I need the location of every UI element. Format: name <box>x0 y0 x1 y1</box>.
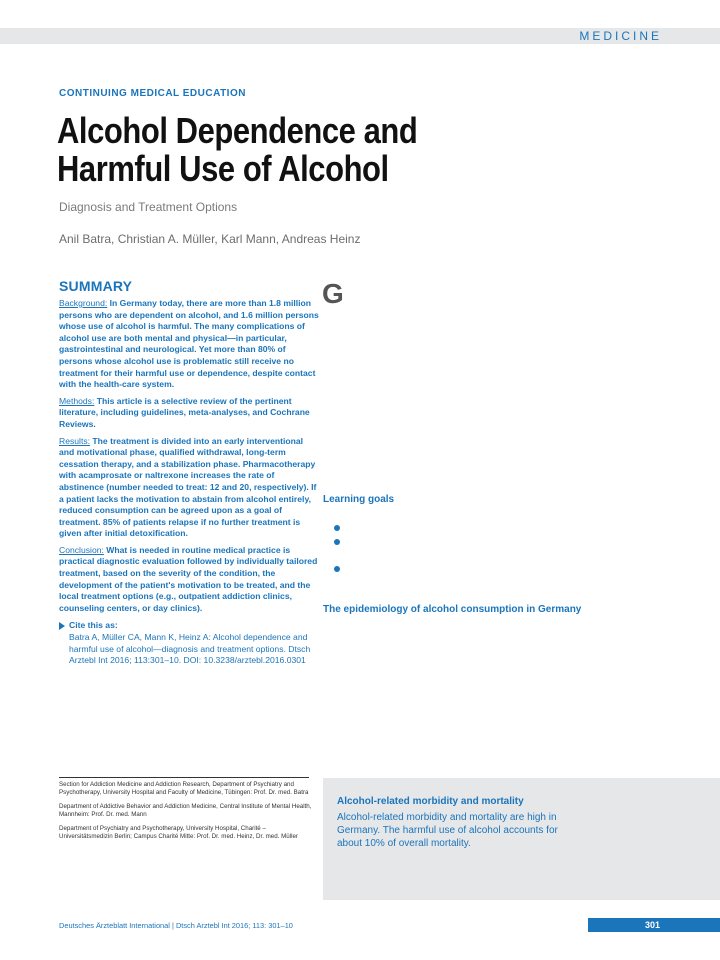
summary-background <box>59 298 319 391</box>
article-kicker: CONTINUING MEDICAL EDUCATION <box>59 88 246 99</box>
sidebox-heading: Alcohol-related morbidity and mortality <box>337 796 524 807</box>
summary-conclusion <box>59 545 319 615</box>
background-text: In Germany today, there are more than 1.8 million persons who are dependent on alcohol, and 1.6 million persons whose use of alcohol is harmful. The many complications of alcohol use are both mental and physical—in particular, gastrointestinal and neurological. Yet more than 80% of persons whose alcohol use is problematic still receive no treatment for their harmful use or dependence, despite contact with the health-care system. <box>59 298 319 390</box>
conclusion-label: Conclusion: <box>59 544 104 555</box>
cite-text: Batra A, Müller CA, Mann K, Heinz A: Alcohol dependence and harmful use of alcohol—diagnosis and treatment options. Dtsch Arztebl Int 2016; 113:301–10. DOI: 10.3238/arztebl.2016.0301 <box>69 632 311 666</box>
triangle-right-icon <box>59 622 65 630</box>
cite-block <box>59 620 319 666</box>
affiliation-item: Department of Psychiatry and Psychotherapy, University Hospital, Charité – Universitätsmedizin Berlin; Campus Charité Mitte: Prof. Dr. med. Heinz, Dr. med. Müller <box>59 824 298 841</box>
cite-heading: Cite this as: <box>69 620 118 631</box>
drop-cap: G <box>322 278 344 309</box>
summary-results <box>59 436 319 540</box>
article-title: Alcohol Dependence and Harmful Use of Alcohol <box>57 110 418 189</box>
sidebox-text: Alcohol-related morbidity and mortality are high in Germany. The harmful use of alcohol accounts for about 10% of overall mortality. <box>337 812 558 849</box>
summary-heading: SUMMARY <box>59 278 133 294</box>
page-number: 301 <box>644 920 660 930</box>
summary-methods <box>59 396 319 431</box>
summary-section <box>59 278 319 667</box>
bullet-icon <box>334 566 340 572</box>
methods-label: Methods: <box>59 395 95 406</box>
bullet-icon <box>334 539 340 545</box>
footer-journal: Deutsches Ärzteblatt International | Dtsch Arztebl Int 2016; 113: 301–10 <box>59 921 293 930</box>
section-label: MEDICINE <box>579 29 662 43</box>
affiliations <box>59 781 314 846</box>
bullet-icon <box>334 525 340 531</box>
methods-text: This article is a selective review of the pertinent literature, including guidelines, meta-analyses, and Cochrane Reviews. <box>59 395 310 429</box>
results-text: The treatment is divided into an early interventional and motivational phase, qualified withdrawal, long-term cessation therapy, and a stabilization phase. Pharmacotherapy with acamprosate or naltrexone increases the rate of abstinence (number needed to treat: 12 and 20, respectively). If a patient lacks the motivation to abstain from alcohol entirely, reduced consumption can be agreed upon as a goal of treatment. 85% of patients relapse if no further treatment is given after initial detoxification. <box>59 435 317 539</box>
affiliation-divider <box>59 777 309 778</box>
article-subtitle: Diagnosis and Treatment Options <box>59 200 238 214</box>
background-label: Background: <box>59 298 108 308</box>
results-label: Results: <box>59 435 91 446</box>
affiliation-item: Department of Addictive Behavior and Addiction Medicine, Central Institute of Mental Health, Mannheim: Prof. Dr. med. Mann <box>59 802 312 819</box>
affiliation-item: Section for Addiction Medicine and Addiction Research, Department of Psychiatry and Psychotherapy, University Hospital and Faculty of Medicine, Tübingen: Prof. Dr. med. Batra <box>59 781 309 797</box>
epidemiology-heading: The epidemiology of alcohol consumption in Germany <box>323 604 582 615</box>
cite-head <box>59 620 319 632</box>
article-authors: Anil Batra, Christian A. Müller, Karl Mann, Andreas Heinz <box>59 232 361 246</box>
sidebar-box <box>323 778 720 900</box>
learning-goals-heading: Learning goals <box>323 494 395 505</box>
conclusion-text: What is needed in routine medical practice is practical diagnostic evaluation followed by individually tailored treatment, based on the severity of the condition, the development of the patient's motivation to be treated, and the local treatment options (e.g., outpatient addiction clinics, counseling centers, or day clinics). <box>59 544 318 613</box>
